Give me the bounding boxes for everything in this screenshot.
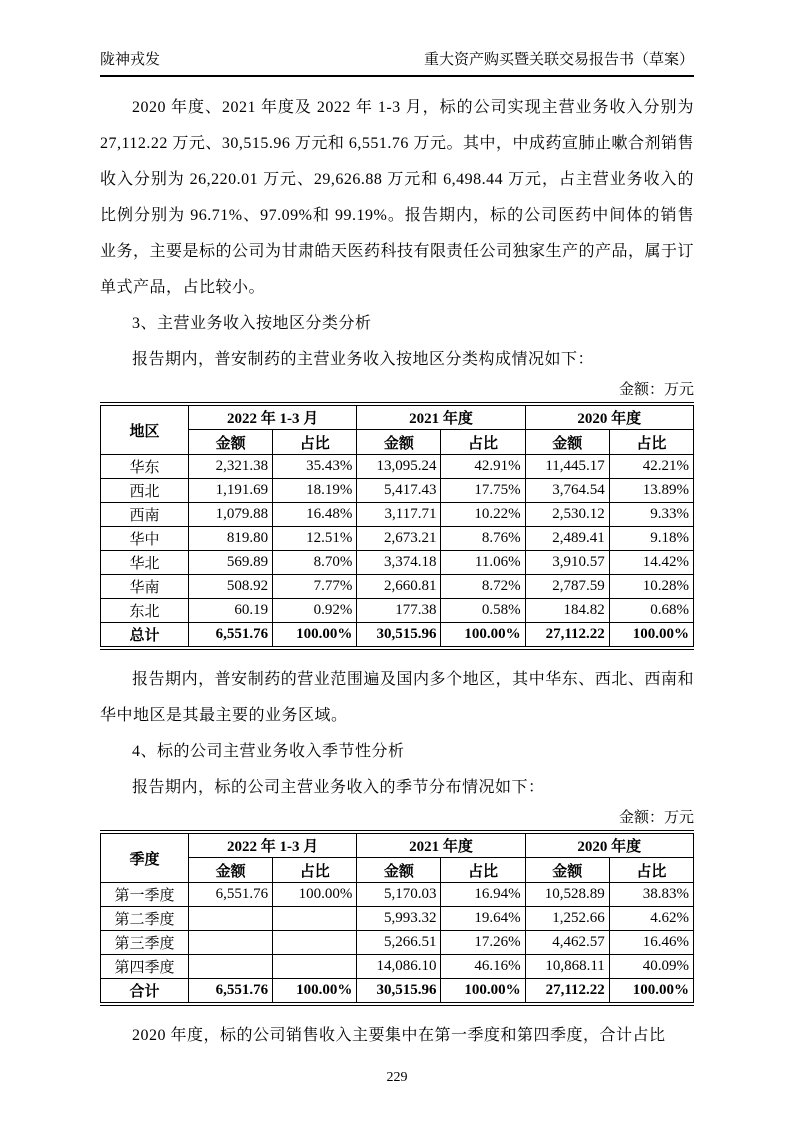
paragraph-season-summary: 2020 年度，标的公司销售收入主要集中在第一季度和第四季度，合计占比 (132, 1027, 666, 1044)
col-header-ratio: 占比 (441, 430, 525, 455)
cell-value: 42.91% (441, 455, 525, 479)
cell-value: 9.33% (609, 503, 693, 527)
cell-value: 2,673.21 (357, 527, 441, 551)
cell-value: 42.21% (609, 455, 693, 479)
col-header-amount: 金额 (189, 858, 273, 883)
col-header-amount: 金额 (357, 858, 441, 883)
paragraph-season-intro: 报告期内，标的公司主营业务收入的季节分布情况如下： (132, 779, 545, 796)
cell-value: 17.26% (441, 931, 525, 955)
region-table-row (101, 455, 694, 479)
cell-value: 11,445.17 (525, 455, 609, 479)
cell-value (189, 955, 273, 979)
cell-value: 2,489.41 (525, 527, 609, 551)
cell-value: 2,787.59 (525, 575, 609, 599)
cell-value: 13,095.24 (357, 455, 441, 479)
page-header (100, 50, 694, 77)
region-table-header (101, 404, 694, 455)
paragraph-region-summary: 报告期内，普安制药的营业范围遍及国内多个地区，其中华东、西北、西南和华中地区是其最主要的业务区域。 (100, 671, 694, 724)
cell-value: 30,515.96 (357, 623, 441, 649)
cell-value: 19.64% (441, 907, 525, 931)
season-table-total-row (101, 979, 694, 1005)
col-header-quarter: 季度 (101, 832, 189, 883)
col-header-period-2021: 2021 年度 (357, 404, 525, 430)
col-header-amount: 金额 (189, 430, 273, 455)
season-table-header-row-measures (101, 858, 694, 883)
header-company-name: 陇神戎发 (100, 52, 161, 68)
cell-value: 13.89% (609, 479, 693, 503)
cell-value: 3,764.54 (525, 479, 609, 503)
cell-value: 10,528.89 (525, 883, 609, 907)
row-label: 合计 (101, 979, 189, 1005)
cell-value: 100.00% (609, 979, 693, 1005)
cell-value (189, 931, 273, 955)
cell-value: 508.92 (189, 575, 273, 599)
cell-value: 6,551.76 (189, 883, 273, 907)
col-header-period-2020: 2020 年度 (525, 832, 693, 858)
col-header-ratio: 占比 (609, 858, 693, 883)
cell-value: 18.19% (273, 479, 357, 503)
cell-value: 0.58% (441, 599, 525, 623)
season-revenue-table (100, 830, 694, 1006)
cell-value: 7.77% (273, 575, 357, 599)
col-header-amount: 金额 (525, 858, 609, 883)
cell-value: 60.19 (189, 599, 273, 623)
cell-value: 16.46% (609, 931, 693, 955)
region-table-row (101, 527, 694, 551)
col-header-ratio: 占比 (441, 858, 525, 883)
heading-region-analysis: 3、主营业务收入按地区分类分析 (132, 315, 372, 332)
unit-label-season: 金额：万元 (618, 810, 694, 826)
cell-value: 2,321.38 (189, 455, 273, 479)
region-table-row (101, 479, 694, 503)
cell-value: 6,551.76 (189, 979, 273, 1005)
col-header-period-2020: 2020 年度 (525, 404, 693, 430)
cell-value: 16.48% (273, 503, 357, 527)
cell-value: 4.62% (609, 907, 693, 931)
col-header-ratio: 占比 (609, 430, 693, 455)
cell-value: 46.16% (441, 955, 525, 979)
cell-value: 1,191.69 (189, 479, 273, 503)
cell-value: 27,112.22 (525, 623, 609, 649)
row-label: 第二季度 (101, 907, 189, 931)
row-label: 总计 (101, 623, 189, 649)
cell-value: 5,417.43 (357, 479, 441, 503)
cell-value: 14,086.10 (357, 955, 441, 979)
cell-value: 5,993.32 (357, 907, 441, 931)
row-label: 第四季度 (101, 955, 189, 979)
paragraph-revenue-intro: 2020 年度、2021 年度及 2022 年 1-3 月，标的公司实现主营业务收入分别为 27,112.22 万元、30,515.96 万元和 6,551.76 万元。其中，中成药宣肺止嗽合剂销售收入分别为 26,220.01 万元、29,626.88 万元和 6,498.44 万元，占主营业务收入的比例分别为 96.71%、97.09%和 99.19%。报告期内，标的公司医药中间体的销售业务，主要是标的公司为甘肃皓天医药科技有限责任公司独家生产的产品，属于订单式产品，占比较小。 (100, 99, 695, 296)
season-table-row (101, 907, 694, 931)
unit-label-region: 金额：万元 (618, 382, 694, 398)
row-label: 华南 (101, 575, 189, 599)
row-label: 第三季度 (101, 931, 189, 955)
cell-value: 35.43% (273, 455, 357, 479)
row-label: 华东 (101, 455, 189, 479)
cell-value: 9.18% (609, 527, 693, 551)
cell-value: 38.83% (609, 883, 693, 907)
col-header-ratio: 占比 (273, 430, 357, 455)
region-table-row (101, 575, 694, 599)
cell-value (273, 955, 357, 979)
cell-value: 184.82 (525, 599, 609, 623)
cell-value: 177.38 (357, 599, 441, 623)
cell-value: 5,170.03 (357, 883, 441, 907)
cell-value: 3,117.71 (357, 503, 441, 527)
cell-value: 14.42% (609, 551, 693, 575)
col-header-period-2022: 2022 年 1-3 月 (189, 832, 357, 858)
cell-value: 2,660.81 (357, 575, 441, 599)
cell-value: 0.68% (609, 599, 693, 623)
cell-value: 10,868.11 (525, 955, 609, 979)
season-table-row (101, 883, 694, 907)
cell-value: 5,266.51 (357, 931, 441, 955)
row-label: 华北 (101, 551, 189, 575)
col-header-amount: 金额 (525, 430, 609, 455)
cell-value: 569.89 (189, 551, 273, 575)
cell-value: 17.75% (441, 479, 525, 503)
cell-value: 40.09% (609, 955, 693, 979)
cell-value: 100.00% (609, 623, 693, 649)
cell-value: 16.94% (441, 883, 525, 907)
page-number: 229 (386, 1070, 408, 1085)
cell-value: 100.00% (273, 883, 357, 907)
season-table-row (101, 931, 694, 955)
cell-value (273, 931, 357, 955)
region-table-total-row (101, 623, 694, 649)
col-header-amount: 金额 (357, 430, 441, 455)
cell-value: 8.72% (441, 575, 525, 599)
cell-value: 1,079.88 (189, 503, 273, 527)
cell-value (273, 907, 357, 931)
region-table-row (101, 503, 694, 527)
paragraph-region-intro: 报告期内，普安制药的主营业务收入按地区分类构成情况如下： (132, 351, 595, 368)
region-revenue-table (100, 402, 694, 650)
col-header-ratio: 占比 (273, 858, 357, 883)
cell-value: 2,530.12 (525, 503, 609, 527)
header-document-title: 重大资产购买暨关联交易报告书（草案） (423, 52, 694, 68)
region-table-row (101, 551, 694, 575)
row-label: 第一季度 (101, 883, 189, 907)
cell-value: 10.22% (441, 503, 525, 527)
row-label: 西北 (101, 479, 189, 503)
cell-value: 1,252.66 (525, 907, 609, 931)
col-header-period-2022: 2022 年 1-3 月 (189, 404, 357, 430)
cell-value: 100.00% (273, 623, 357, 649)
cell-value: 6,551.76 (189, 623, 273, 649)
cell-value: 10.28% (609, 575, 693, 599)
row-label: 东北 (101, 599, 189, 623)
cell-value: 100.00% (273, 979, 357, 1005)
cell-value: 819.80 (189, 527, 273, 551)
cell-value: 8.70% (273, 551, 357, 575)
cell-value: 30,515.96 (357, 979, 441, 1005)
col-header-period-2021: 2021 年度 (357, 832, 525, 858)
cell-value: 8.76% (441, 527, 525, 551)
cell-value: 100.00% (441, 623, 525, 649)
cell-value: 4,462.57 (525, 931, 609, 955)
cell-value: 12.51% (273, 527, 357, 551)
region-table-header-row-measures (101, 430, 694, 455)
season-table-header-row-periods (101, 832, 694, 858)
cell-value: 100.00% (441, 979, 525, 1005)
cell-value: 27,112.22 (525, 979, 609, 1005)
region-table-row (101, 599, 694, 623)
cell-value: 3,374.18 (357, 551, 441, 575)
col-header-region: 地区 (101, 404, 189, 455)
row-label: 华中 (101, 527, 189, 551)
heading-season-analysis: 4、标的公司主营业务收入季节性分析 (132, 743, 405, 760)
cell-value: 0.92% (273, 599, 357, 623)
season-table-row (101, 955, 694, 979)
cell-value: 11.06% (441, 551, 525, 575)
season-table-header (101, 832, 694, 883)
region-table-header-row-periods (101, 404, 694, 430)
row-label: 西南 (101, 503, 189, 527)
cell-value (189, 907, 273, 931)
cell-value: 3,910.57 (525, 551, 609, 575)
